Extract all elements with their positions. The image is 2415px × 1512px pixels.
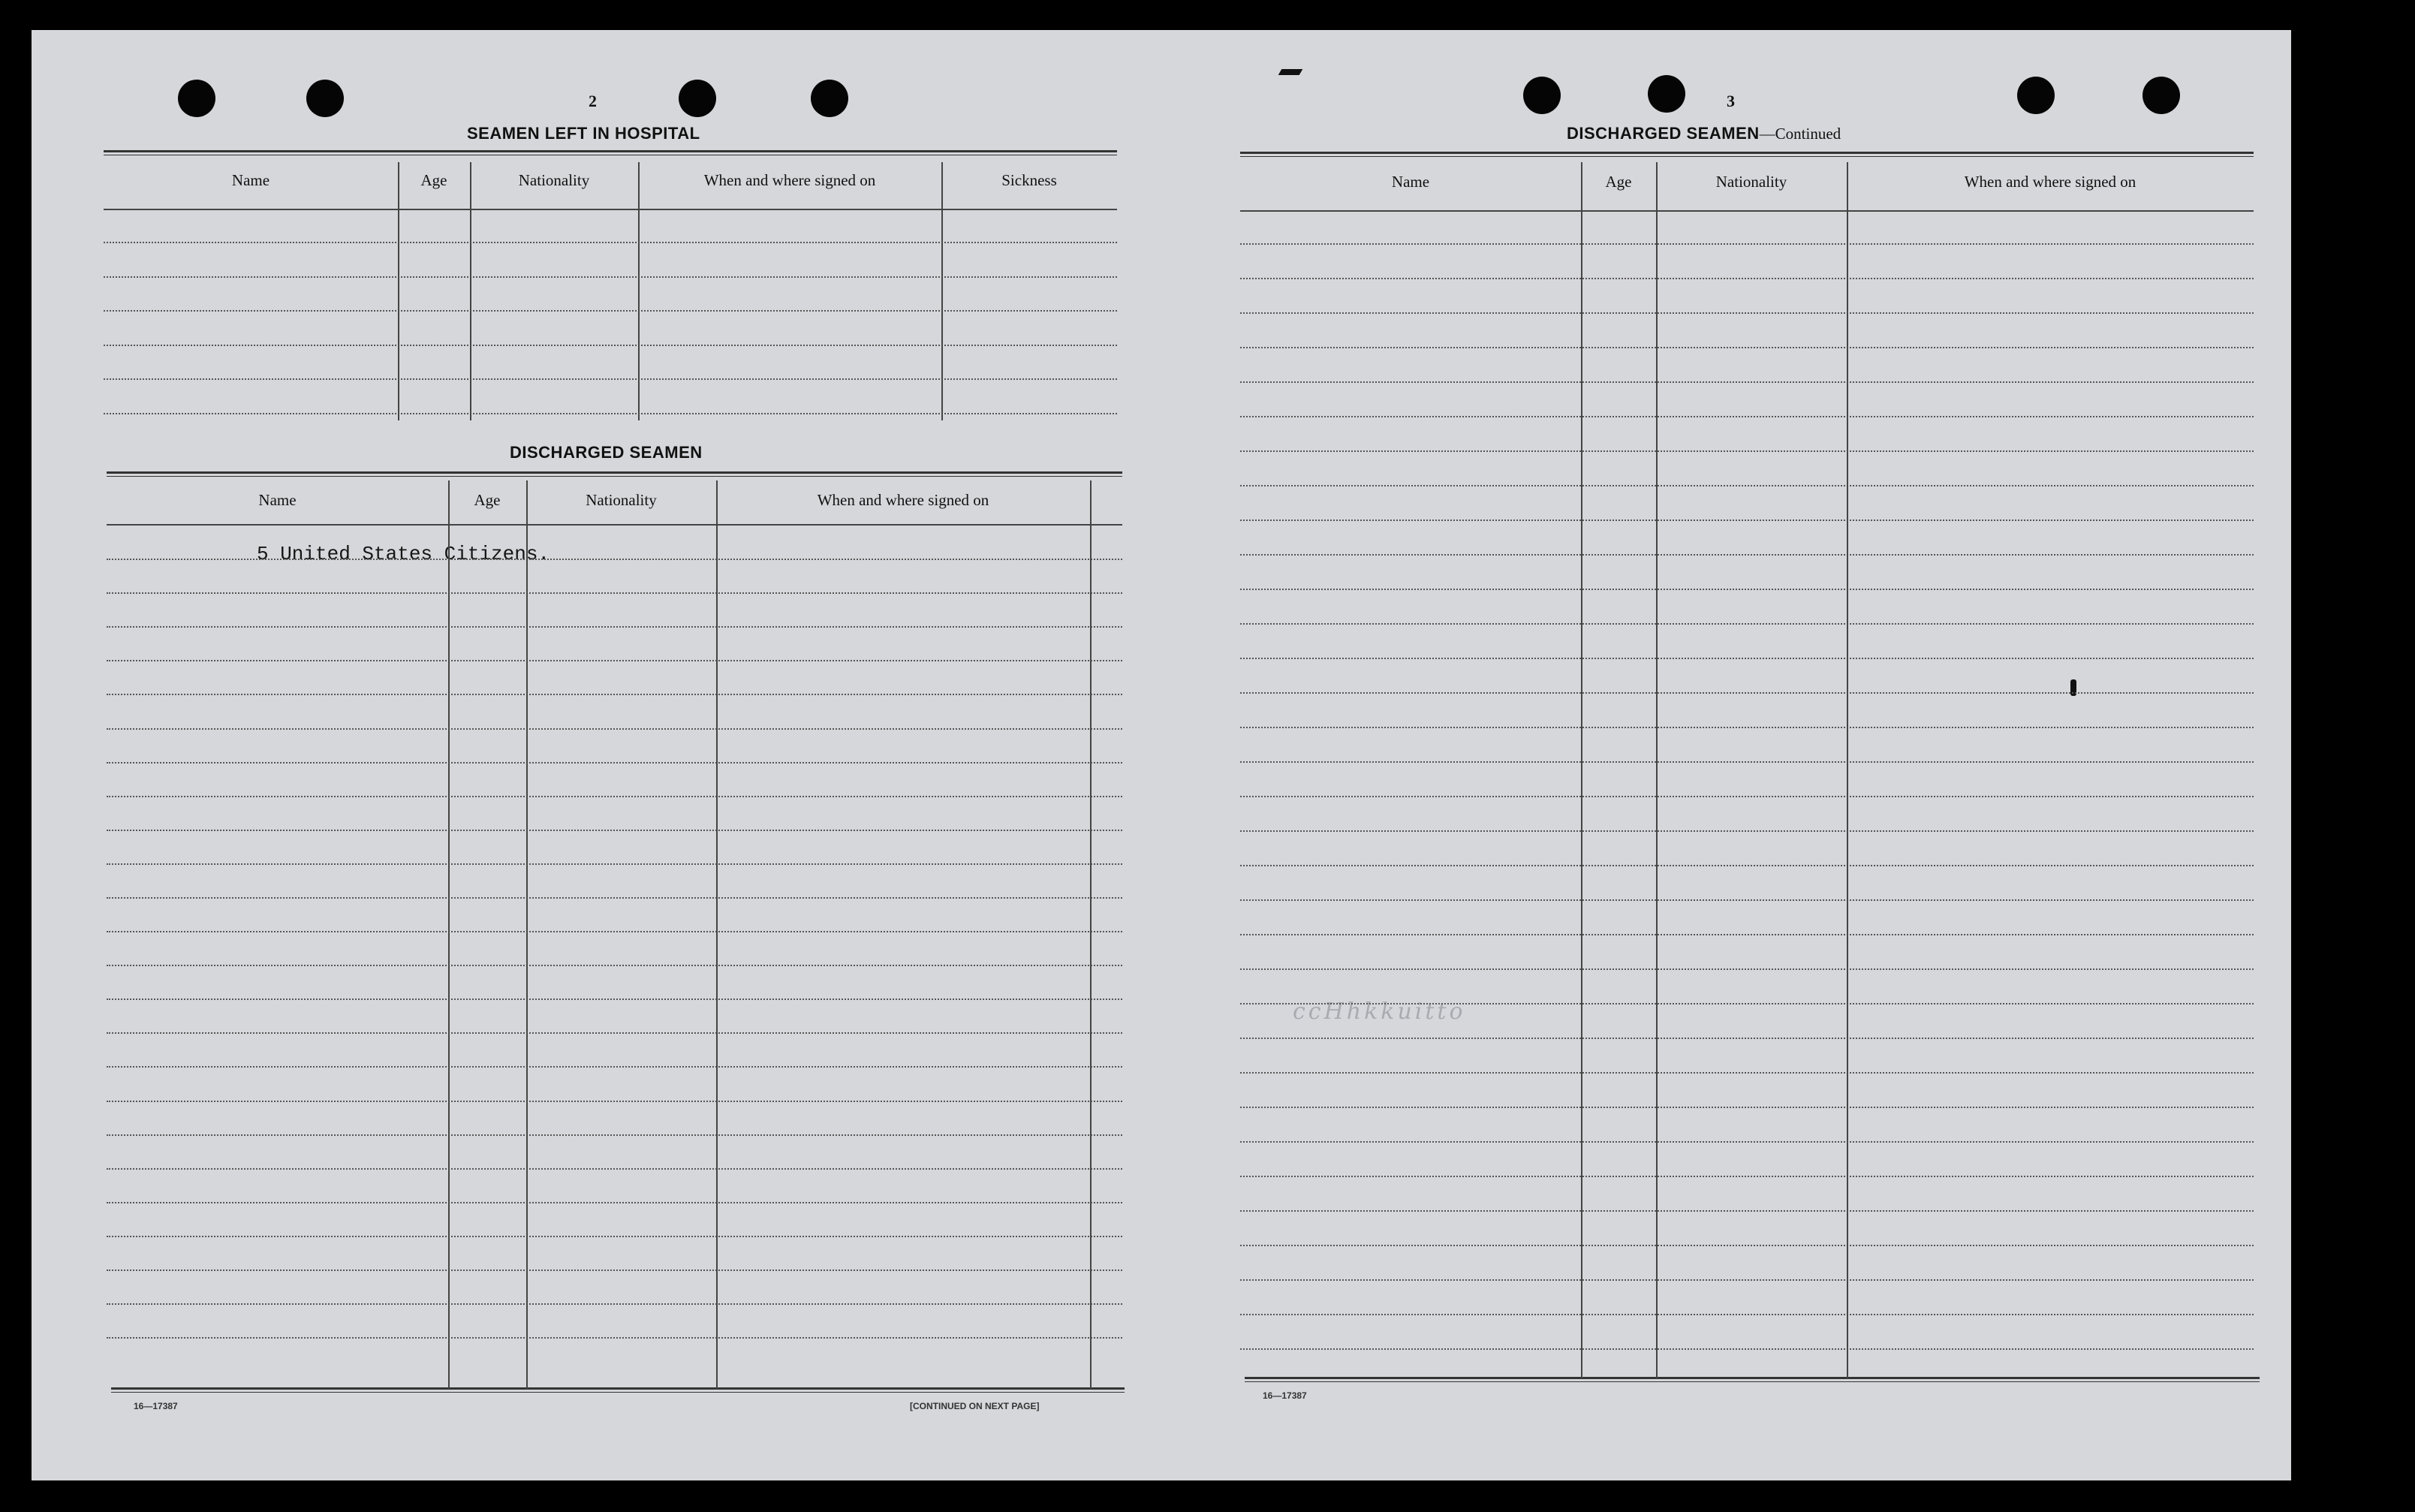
- row-line: [107, 1337, 1122, 1339]
- row-line: [1240, 485, 2254, 486]
- row-line: [107, 1303, 1122, 1305]
- row-line: [1240, 347, 2254, 348]
- page-number: 2: [589, 92, 597, 110]
- row-line: [1240, 416, 2254, 417]
- discharged-continued-title: [1567, 124, 1841, 143]
- column-header: Age: [420, 171, 447, 189]
- row-line: [107, 1168, 1122, 1170]
- column-divider: [1847, 162, 1848, 1378]
- column-header: Nationality: [586, 491, 657, 509]
- row-line: [1240, 554, 2254, 556]
- row-line: [1240, 1348, 2254, 1350]
- column-divider: [1090, 480, 1092, 1389]
- row-line: [104, 276, 1117, 278]
- column-divider: [941, 162, 943, 420]
- row-line: [1240, 761, 2254, 763]
- row-line: [1240, 692, 2254, 694]
- column-divider: [526, 480, 528, 1389]
- row-line: [104, 378, 1117, 380]
- row-line: [107, 931, 1122, 932]
- row-line: [107, 660, 1122, 661]
- row-line: [107, 626, 1122, 628]
- row-line: [107, 592, 1122, 594]
- continued-suffix: —Continued: [1759, 125, 1841, 143]
- row-line: [107, 830, 1122, 831]
- hospital-section-title: SEAMEN LEFT IN HOSPITAL: [467, 124, 700, 143]
- row-line: [1240, 727, 2254, 728]
- row-line: [1240, 658, 2254, 659]
- row-line: [1240, 1176, 2254, 1177]
- row-line: [107, 1032, 1122, 1034]
- row-line: [104, 242, 1117, 243]
- row-line: [1240, 1038, 2254, 1039]
- column-header: Nationality: [518, 171, 590, 189]
- row-line: [107, 965, 1122, 966]
- row-line: [1240, 865, 2254, 866]
- row-line: [1240, 830, 2254, 832]
- scanned-sheet: [32, 30, 2291, 1480]
- form-number: 16—17387: [134, 1401, 178, 1411]
- column-header: When and where signed on: [1964, 173, 2136, 191]
- column-header: Name: [231, 171, 270, 189]
- form-number: 16—17387: [1263, 1390, 1307, 1401]
- row-line: [1240, 381, 2254, 383]
- row-line: [1240, 450, 2254, 452]
- row-line: [107, 863, 1122, 865]
- column-header: Name: [258, 491, 297, 509]
- row-line: [107, 1101, 1122, 1102]
- right-page: [32, 30, 2291, 1480]
- row-line: [1240, 899, 2254, 901]
- column-header: Age: [474, 491, 501, 509]
- row-line: [1240, 243, 2254, 245]
- row-line: [107, 728, 1122, 730]
- row-line: [107, 559, 1122, 560]
- column-divider: [716, 480, 718, 1389]
- column-divider: [470, 162, 471, 420]
- row-line: [1240, 623, 2254, 625]
- column-header: Name: [1391, 173, 1430, 191]
- column-divider: [448, 480, 450, 1389]
- row-line: [107, 1066, 1122, 1068]
- row-line: [1240, 520, 2254, 521]
- row-line: [1240, 1210, 2254, 1212]
- header-rule: [107, 524, 1122, 526]
- row-line: [104, 413, 1117, 414]
- row-line: [104, 310, 1117, 312]
- discharged-section-title: DISCHARGED SEAMEN: [510, 443, 703, 462]
- page-number: 3: [1727, 92, 1735, 110]
- row-line: [1240, 934, 2254, 935]
- row-line: [1240, 278, 2254, 279]
- row-line: [107, 762, 1122, 764]
- row-line: [107, 1134, 1122, 1136]
- row-line: [1240, 1003, 2254, 1004]
- discharged-continued-title-text: DISCHARGED SEAMEN: [1567, 124, 1760, 143]
- row-line: [107, 897, 1122, 899]
- column-divider: [638, 162, 640, 420]
- row-line: [1240, 1279, 2254, 1281]
- row-line: [107, 1236, 1122, 1237]
- row-line: [1240, 968, 2254, 970]
- header-rule: [1240, 210, 2254, 212]
- right-top-rule: [1240, 152, 2254, 157]
- row-line: [1240, 1141, 2254, 1143]
- row-line: [107, 1202, 1122, 1203]
- row-line: [107, 1270, 1122, 1271]
- row-line: [1240, 1245, 2254, 1246]
- row-line: [104, 345, 1117, 346]
- right-bottom-rule: [1245, 1377, 2260, 1382]
- column-header: When and where signed on: [817, 491, 989, 509]
- row-line: [107, 998, 1122, 1000]
- row-line: [107, 694, 1122, 695]
- row-line: [1240, 1107, 2254, 1108]
- header-rule: [104, 209, 1117, 210]
- column-divider: [398, 162, 399, 420]
- row-line: [1240, 1314, 2254, 1315]
- column-header: Nationality: [1715, 173, 1787, 191]
- row-line: [1240, 1072, 2254, 1074]
- column-header: When and where signed on: [703, 171, 876, 189]
- continued-note: [CONTINUED ON NEXT PAGE]: [910, 1401, 1040, 1411]
- column-header: Age: [1605, 173, 1632, 191]
- row-line: [1240, 312, 2254, 314]
- discharged-entry: 5 United States Citizens.: [257, 543, 550, 565]
- column-header: Sickness: [1001, 171, 1057, 189]
- column-divider: [1581, 162, 1582, 1378]
- row-line: [1240, 589, 2254, 590]
- row-line: [1240, 796, 2254, 797]
- row-line: [107, 796, 1122, 797]
- column-divider: [1656, 162, 1658, 1378]
- faint-bleedthrough-handwriting: ccHhkkuitto: [1293, 998, 1466, 1025]
